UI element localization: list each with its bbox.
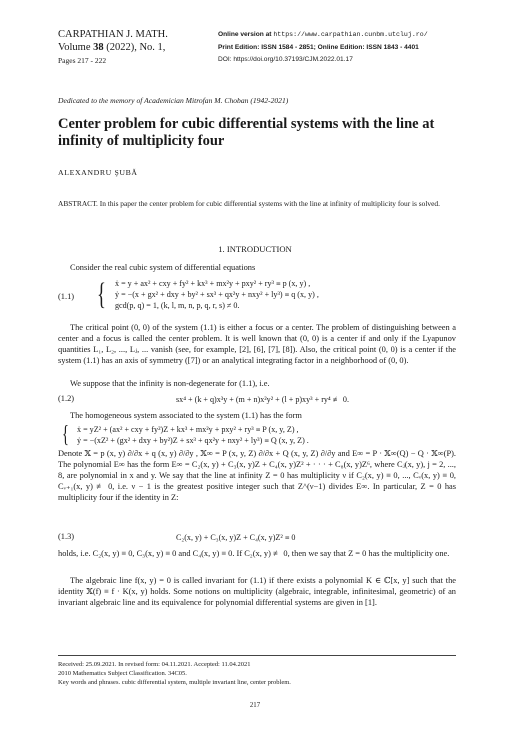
paragraph-center-problem: The critical point (0, 0) of the system (1.1) is either a focus or a center. The problem of distinguishing between a center and a focus is called the center problem. It is well known that (0, 0) is a center if and only if the Lyapunov quantities L₁, L₂, ..., Lⱼ, ... vanish (see, for example, [2], [6], [7], [8]). Also, the critical point (0, 0) is a center if the system (1.1) has an axis of symmetry ([7]) or an analytical integrating factor in a neighborhood of (0, 0). <box>58 323 456 366</box>
equation-number-1-2: (1.2) <box>58 394 75 403</box>
journal-pages: Pages 217 - 222 <box>58 56 107 65</box>
msc-classification: 2010 Mathematics Subject Classification. 34C05. <box>58 670 187 677</box>
paragraph-invariant: The algebraic line f(x, y) = 0 is called invariant for (1.1) if there exists a polynomial K ∈ ℂ[x, y] such that the identity 𝕏(f) ≡ f · K(x, y) holds. Some notions on multiplicity (algebraic, integrable, infinitesimal, geometric) of an invariant algebraic line and its equivalence for polynomial differential systems are given in [1]. <box>58 576 456 608</box>
online-url[interactable]: https://www.carpathian.cunbm.utcluj.ro/ <box>273 31 428 38</box>
doi-link[interactable]: DOI: https://doi.org/10.37193/CJM.2022.01.17 <box>218 56 353 63</box>
author-name: ALEXANDRU ŞUBĂ <box>58 168 138 177</box>
equation-1-3: C₂(x, y) + C₃(x, y)Z + C₄(x, y)Z² ≡ 0 <box>176 533 296 542</box>
homogeneous-system <box>77 424 309 446</box>
abstract-text: In this paper the center problem for cubic differential systems with the line at infinity of multiplicity four is solved. <box>99 199 440 208</box>
equation-brace: { <box>62 422 69 448</box>
abstract <box>58 199 456 209</box>
equation-line: gcd(p, q) = 1, (k, l, m, n, p, q, r, s) ≠ 0. <box>115 301 240 310</box>
paragraph-holds: holds, i.e. C₂(x, y) ≡ 0, C₃(x, y) ≡ 0 and C₄(x, y) ≡ 0. If C₂(x, y) ≢ 0, then we say that Z = 0 has the multiplicity one. <box>58 549 450 558</box>
abstract-label: ABSTRACT. <box>58 199 98 208</box>
equation-1-2: sx⁴ + (k + q)x³y + (m + n)x²y² + (l + p)xy³ + ry⁴ ≢ 0. <box>176 395 349 404</box>
section-heading: 1. INTRODUCTION <box>218 244 292 254</box>
paragraph-multiplicity: Denote 𝕏 = p (x, y) ∂/∂x + q (x, y) ∂/∂y , 𝕏∞ = P (x, y, Z) ∂/∂x + Q (x, y, Z) ∂/∂y and E∞ = P · 𝕏∞(Q) − Q · 𝕏∞(P). The polynomial E∞ has the form E∞ = C₂(x, y) + C₃(x, y)Z + C₄(x, y)Z² + · · · + C₈(x, y)Z⁶, where Cⱼ(x, y), j = 2, ..., 8, are polynomial in x and y. We say that the line at infinity Z = 0 has multiplicity ν if C₂(x, y) ≡ 0, ..., Cᵥ(x, y) ≡ 0, Cᵥ₊₁(x, y) ≢ 0, i.e. ν − 1 is the greatest positive integer such that Z^(ν−1) divides E∞. In particular, Z = 0 has multiplicity four if the identity in Z: <box>58 449 456 503</box>
dedication: Dedicated to the memory of Academician Mitrofan M. Choban (1942-2021) <box>58 96 289 105</box>
equation-line: ẏ = −(xZ² + (gx² + dxy + by²)Z + sx³ + qx²y + nxy² + ly³) ≡ Q (x, y, Z) . <box>77 436 309 445</box>
journal-volume: Volume 38 (2022), No. 1, <box>58 42 166 53</box>
equation-line: ẋ = yZ² + (ax² + cxy + fy²)Z + kx³ + mx²y + pxy² + ry³ ≡ P (x, y, Z) , <box>77 425 299 434</box>
paragraph-homogeneous: The homogeneous system associated to the system (1.1) has the form <box>70 411 302 420</box>
footnote <box>58 655 456 687</box>
paper-title: Center problem for cubic differential systems with the line at infinity of multiplicity four <box>58 116 435 149</box>
keywords: Key words and phrases. cubic differential system, multiple invariant line, center problem. <box>58 679 291 686</box>
publication-info <box>218 29 428 67</box>
paragraph-intro: Consider the real cubic system of differential equations <box>70 263 256 272</box>
equation-number-1-3: (1.3) <box>58 532 75 541</box>
equation-number-1-1: (1.1) <box>58 292 75 301</box>
online-version: Online version at https://www.carpathian.cunbm.utcluj.ro/ <box>218 31 428 38</box>
equation-line: ẋ = y + ax² + cxy + fy² + kx³ + mx²y + pxy² + ry³ ≡ p (x, y) , <box>115 279 311 288</box>
issn-info: Print Edition: ISSN 1584 - 2851; Online Edition: ISSN 1843 - 4401 <box>218 43 419 51</box>
page-number: 217 <box>249 702 261 709</box>
received-dates: Received: 25.09.2021. In revised form: 04.11.2021. Accepted: 11.04.2021 <box>58 661 251 668</box>
equation-brace: { <box>97 276 106 311</box>
journal-name: CARPATHIAN J. MATH. <box>58 29 168 40</box>
equation-line: ẏ = −(x + gx² + dxy + by² + sx³ + qx²y + nxy² + ly³) ≡ q (x, y) , <box>115 290 319 299</box>
journal-header <box>58 28 168 67</box>
paragraph-non-degenerate: We suppose that the infinity is non-degenerate for (1.1), i.e. <box>70 379 270 388</box>
system-equations <box>115 278 319 311</box>
